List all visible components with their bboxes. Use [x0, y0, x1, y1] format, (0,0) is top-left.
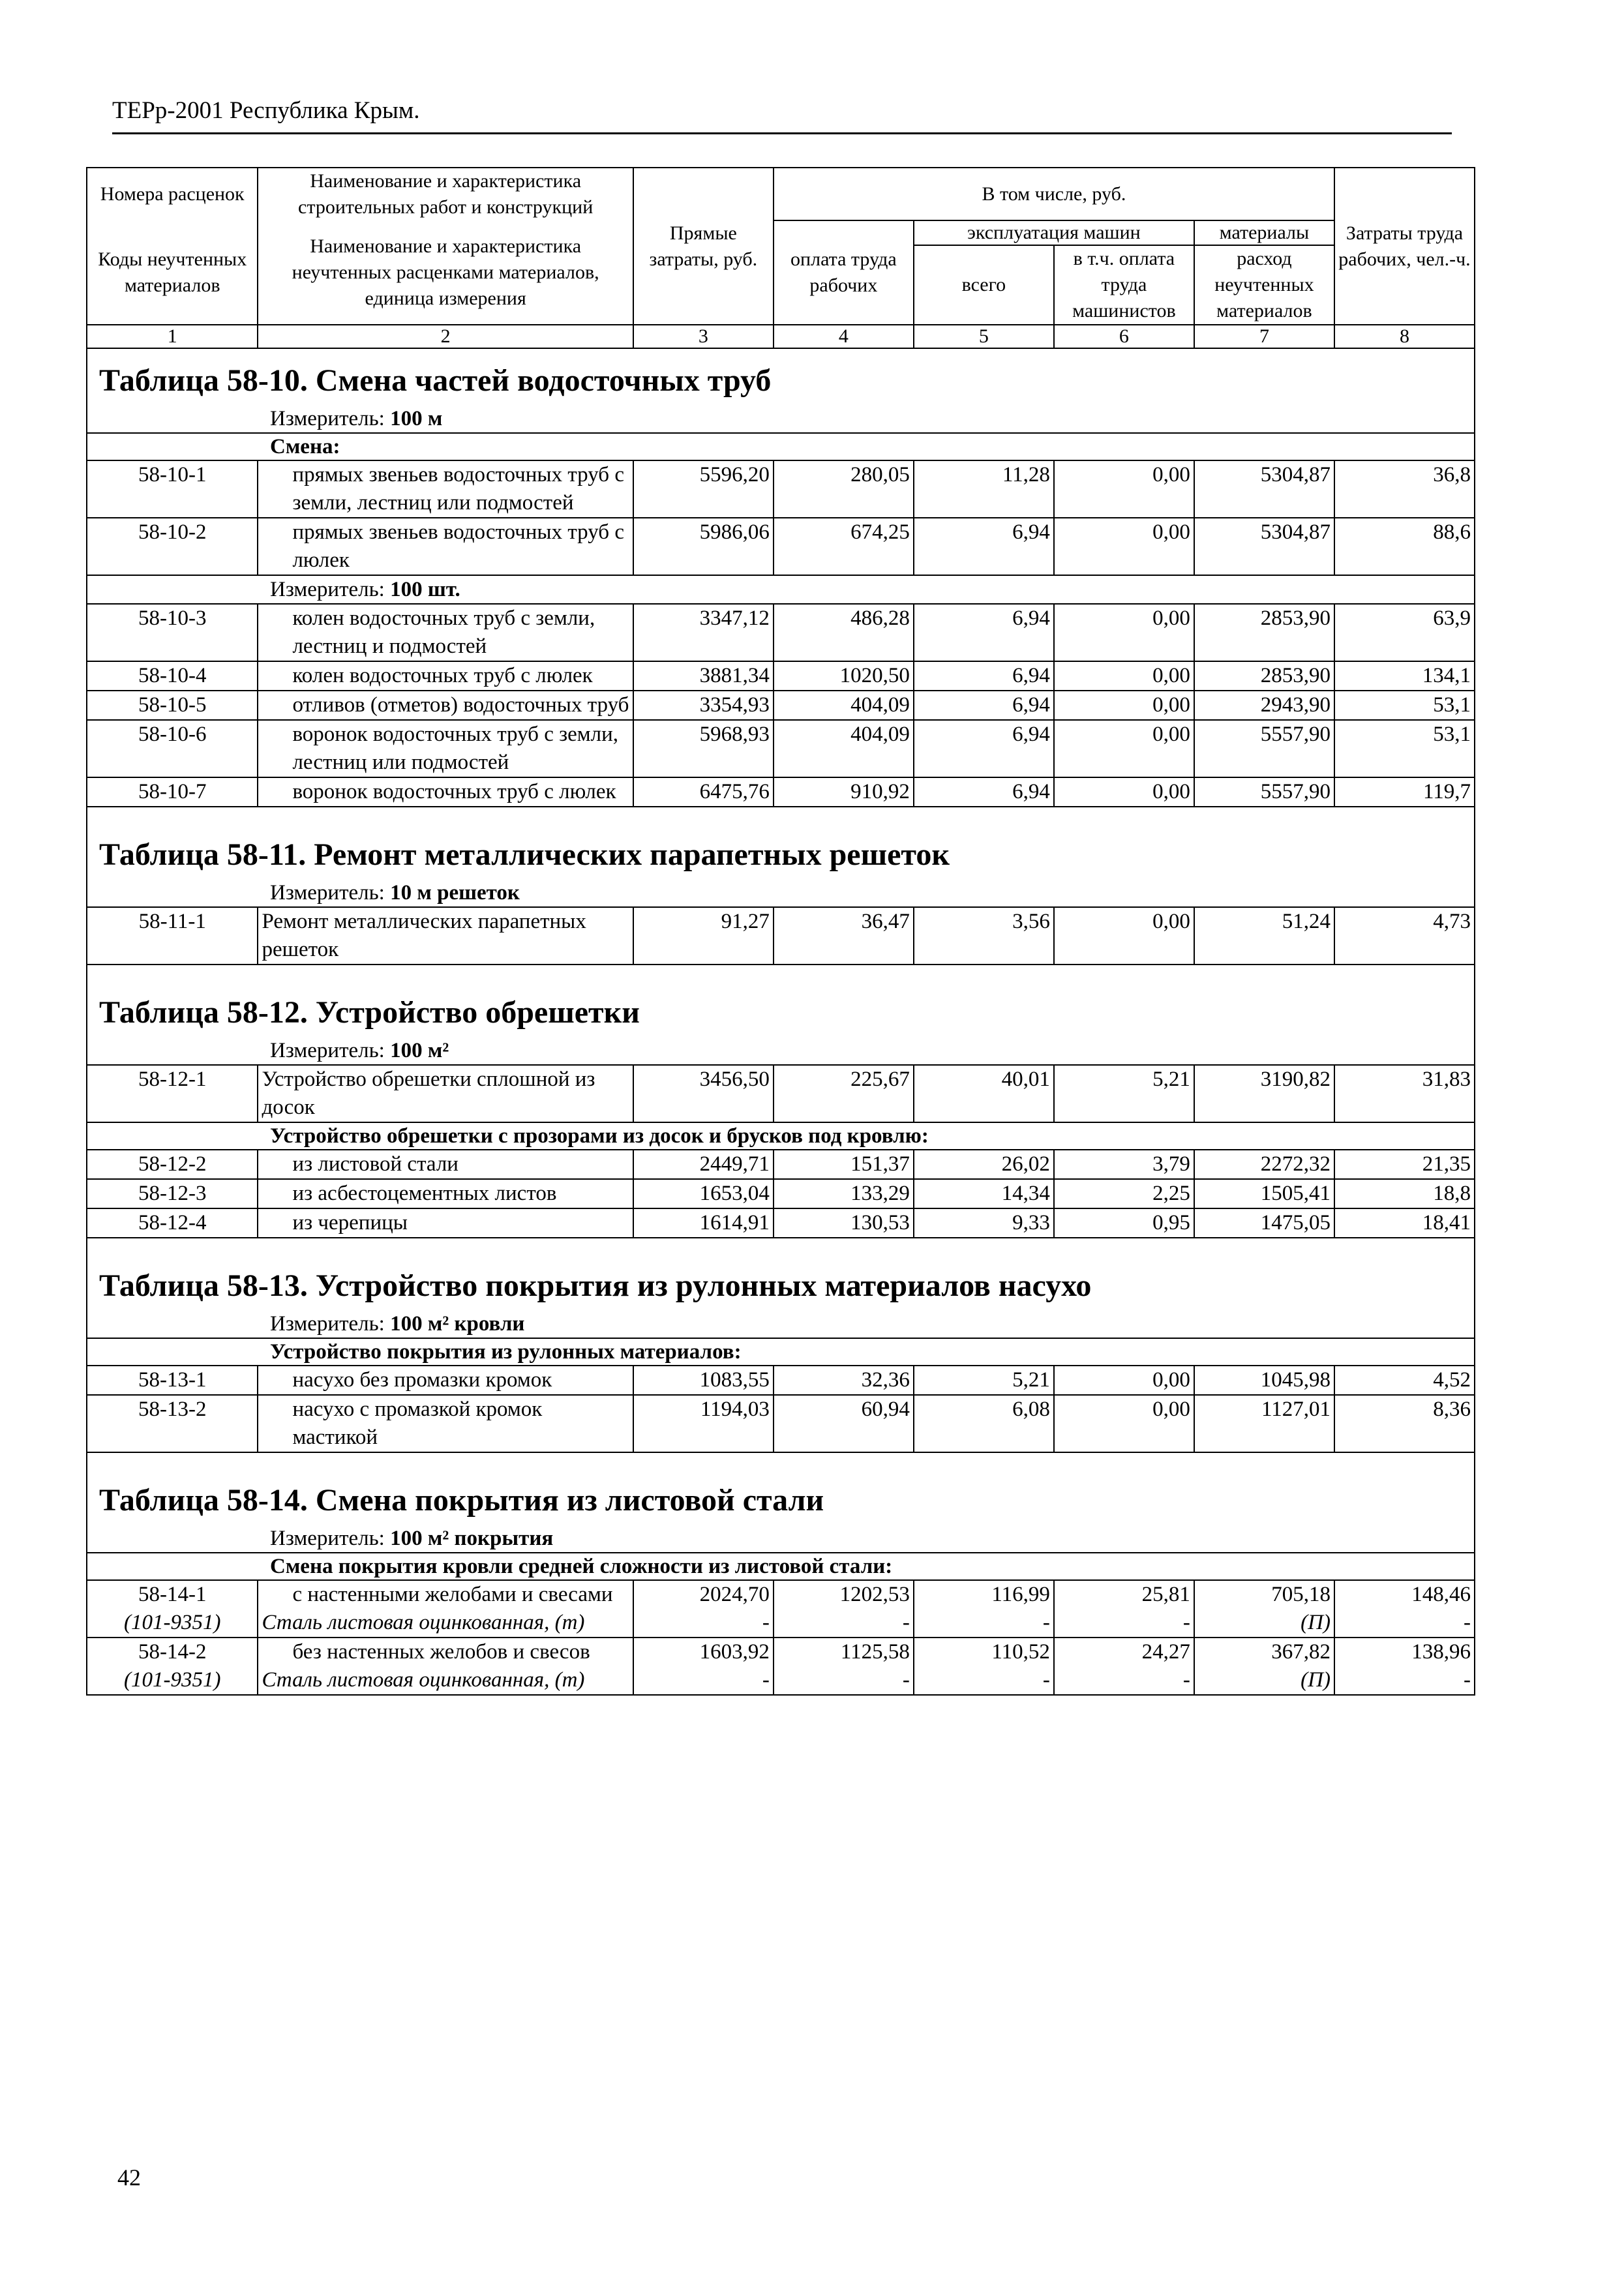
operator-pay-cell: 0,00 [1054, 777, 1194, 807]
worker-pay-cell: 32,36 [774, 1366, 914, 1395]
section-title: Таблица 58-10. Смена частей водосточных труб [99, 363, 772, 398]
measure-cell [87, 1037, 1475, 1065]
rates-table [86, 167, 1475, 1696]
measure-cell [87, 1310, 1475, 1338]
direct-costs-cell: 1653,04 [633, 1179, 774, 1208]
rate-code-cell: 58-10-3 [87, 604, 258, 661]
worker-pay-cell: 225,67 [774, 1065, 914, 1122]
material-dash-cell: - [914, 1609, 1054, 1638]
worker-pay-cell: 151,37 [774, 1150, 914, 1179]
section-title-cell [87, 348, 1475, 405]
operator-pay-cell: 0,00 [1054, 1366, 1194, 1395]
rate-code-cell: 58-10-1 [87, 460, 258, 518]
rate-code-cell: 58-11-1 [87, 907, 258, 965]
table-row [87, 1208, 1475, 1238]
direct-costs-cell: 3456,50 [633, 1065, 774, 1122]
work-name-cell: из листовой стали [258, 1150, 633, 1179]
work-name-cell: насухо с промазкой кромок мастикой [258, 1395, 633, 1452]
machines-total-cell: 6,94 [914, 720, 1054, 777]
table-row [87, 907, 1475, 965]
worker-pay-cell: 1125,58 [774, 1638, 914, 1666]
machines-total-cell: 5,21 [914, 1366, 1054, 1395]
material-code-cell: (101-9351) [87, 1666, 258, 1695]
worker-pay-cell: 36,47 [774, 907, 914, 965]
direct-costs-cell: 5968,93 [633, 720, 774, 777]
worker-pay-cell: 404,09 [774, 720, 914, 777]
labor-hours-cell: 63,9 [1334, 604, 1475, 661]
materials-cost-cell: 705,18 [1194, 1580, 1334, 1609]
section-title: Таблица 58-11. Ремонт металлических парапетных решеток [99, 837, 950, 872]
labor-hours-cell: 119,7 [1334, 777, 1475, 807]
labor-hours-cell: 138,96 [1334, 1638, 1475, 1666]
worker-pay-cell: 60,94 [774, 1395, 914, 1452]
rate-code-cell: 58-14-2 [87, 1638, 258, 1666]
table-row [87, 1580, 1475, 1609]
table-row [87, 518, 1475, 575]
column-number: 5 [914, 325, 1054, 348]
material-dash-cell: - [774, 1666, 914, 1695]
labor-hours-cell: 18,8 [1334, 1179, 1475, 1208]
operator-pay-cell: 0,00 [1054, 460, 1194, 518]
table-row [87, 691, 1475, 720]
labor-hours-cell: 4,73 [1334, 907, 1475, 965]
table-section-header [87, 348, 1475, 405]
material-dash-cell: - [633, 1666, 774, 1695]
group-row [87, 433, 1475, 460]
materials-cost-cell: 1505,41 [1194, 1179, 1334, 1208]
work-name-cell: отливов (отметов) водосточных труб [258, 691, 633, 720]
labor-hours-cell: 134,1 [1334, 661, 1475, 691]
measure-row [87, 1525, 1475, 1553]
material-dash-cell: - [1054, 1609, 1194, 1638]
measure-cell [87, 1525, 1475, 1553]
group-label: Смена: [87, 433, 1475, 460]
column-number: 3 [633, 325, 774, 348]
table-row [87, 1366, 1475, 1395]
rate-code-cell: 58-10-6 [87, 720, 258, 777]
worker-pay-cell: 133,29 [774, 1179, 914, 1208]
column-number: 1 [87, 325, 258, 348]
worker-pay-cell: 674,25 [774, 518, 914, 575]
direct-costs-cell: 5986,06 [633, 518, 774, 575]
table-row [87, 604, 1475, 661]
header-including: В том числе, руб. [774, 168, 1334, 220]
section-title-cell [87, 1238, 1475, 1310]
direct-costs-cell: 1083,55 [633, 1366, 774, 1395]
direct-costs-cell: 3354,93 [633, 691, 774, 720]
group-row [87, 1338, 1475, 1366]
rate-code-cell: 58-10-2 [87, 518, 258, 575]
worker-pay-cell: 1020,50 [774, 661, 914, 691]
materials-cost-cell: 1127,01 [1194, 1395, 1334, 1452]
header-machine-operation: эксплуатация машин [914, 220, 1194, 245]
machines-total-cell: 11,28 [914, 460, 1054, 518]
table-row [87, 460, 1475, 518]
measure-unit: 10 м решеток [390, 881, 520, 905]
rate-code-cell: 58-12-2 [87, 1150, 258, 1179]
rate-code-cell: 58-12-4 [87, 1208, 258, 1238]
measure-label: Измеритель: [270, 1527, 391, 1550]
materials-cost-cell: 3190,82 [1194, 1065, 1334, 1122]
table-section-header [87, 965, 1475, 1037]
measure-label: Измеритель: [270, 407, 391, 430]
machines-total-cell: 3,56 [914, 907, 1054, 965]
measure-row [87, 405, 1475, 433]
section-title-cell [87, 807, 1475, 879]
operator-pay-cell: 5,21 [1054, 1065, 1194, 1122]
header-unaccounted-materials: расход неучтенных материалов [1194, 245, 1334, 325]
work-name-cell: воронок водосточных труб с земли, лестниц или подмостей [258, 720, 633, 777]
machines-total-cell: 116,99 [914, 1580, 1054, 1609]
labor-hours-cell: 36,8 [1334, 460, 1475, 518]
worker-pay-cell: 1202,53 [774, 1580, 914, 1609]
operator-pay-cell: 25,81 [1054, 1580, 1194, 1609]
header-material-codes: Коды неучтенных материалов [87, 220, 258, 325]
operator-pay-cell: 0,00 [1054, 907, 1194, 965]
worker-pay-cell: 404,09 [774, 691, 914, 720]
machines-total-cell: 6,94 [914, 604, 1054, 661]
table-row [87, 661, 1475, 691]
rate-code-cell: 58-10-4 [87, 661, 258, 691]
document-header: ТЕРр-2001 Республика Крым. [112, 97, 420, 124]
measure-row [87, 879, 1475, 907]
rate-code-cell: 58-12-1 [87, 1065, 258, 1122]
column-number: 6 [1054, 325, 1194, 348]
measure-label: Измеритель: [270, 578, 391, 601]
table-row [87, 1638, 1475, 1666]
group-label: Устройство покрытия из рулонных материалов: [87, 1338, 1475, 1366]
header-direct-costs: Прямые затраты, руб. [633, 168, 774, 325]
table-section-header [87, 807, 1475, 879]
material-qty-cell: (П) [1194, 1666, 1334, 1695]
worker-pay-cell: 486,28 [774, 604, 914, 661]
rate-code-cell: 58-13-1 [87, 1366, 258, 1395]
material-dash-cell: - [1334, 1666, 1475, 1695]
work-name-cell: с настенными желобами и свесами [258, 1580, 633, 1609]
measure-label: Измеритель: [270, 1039, 391, 1062]
work-name-cell: колен водосточных труб с земли, лестниц и подмостей [258, 604, 633, 661]
work-name-cell: без настенных желобов и свесов [258, 1638, 633, 1666]
work-name-cell: прямых звеньев водосточных труб с земли, лестниц или подмостей [258, 460, 633, 518]
operator-pay-cell: 0,95 [1054, 1208, 1194, 1238]
measure-label: Измеритель: [270, 881, 391, 905]
work-name-cell: Ремонт металлических парапетных решеток [258, 907, 633, 965]
table-row [87, 1395, 1475, 1452]
group-row [87, 1122, 1475, 1150]
column-number: 2 [258, 325, 633, 348]
direct-costs-cell: 1603,92 [633, 1638, 774, 1666]
measure-unit: 100 м [390, 407, 443, 430]
direct-costs-cell: 1194,03 [633, 1395, 774, 1452]
material-dash-cell: - [633, 1609, 774, 1638]
table-body [87, 348, 1475, 1695]
table-section-header [87, 1238, 1475, 1310]
worker-pay-cell: 910,92 [774, 777, 914, 807]
materials-cost-cell: 2853,90 [1194, 661, 1334, 691]
direct-costs-cell: 91,27 [633, 907, 774, 965]
header-operator-pay: в т.ч. оплата труда машинистов [1054, 245, 1194, 325]
labor-hours-cell: 53,1 [1334, 691, 1475, 720]
measure-cell [87, 405, 1475, 433]
section-title-cell [87, 1452, 1475, 1525]
rate-code-cell: 58-13-2 [87, 1395, 258, 1452]
group-label: Смена покрытия кровли средней сложности из листовой стали: [87, 1553, 1475, 1580]
machines-total-cell: 6,94 [914, 661, 1054, 691]
material-dash-cell: - [774, 1609, 914, 1638]
material-name-cell: Сталь листовая оцинкованная, (т) [258, 1609, 633, 1638]
machines-total-cell: 6,94 [914, 777, 1054, 807]
worker-pay-cell: 130,53 [774, 1208, 914, 1238]
column-number: 4 [774, 325, 914, 348]
measure-row [87, 1310, 1475, 1338]
header-divider [112, 132, 1452, 134]
table-header [87, 168, 1475, 348]
operator-pay-cell: 2,25 [1054, 1179, 1194, 1208]
materials-cost-cell: 51,24 [1194, 907, 1334, 965]
machines-total-cell: 14,34 [914, 1179, 1054, 1208]
labor-hours-cell: 18,41 [1334, 1208, 1475, 1238]
materials-cost-cell: 367,82 [1194, 1638, 1334, 1666]
table-section-header [87, 1452, 1475, 1525]
header-worker-pay: оплата труда рабочих [774, 220, 914, 325]
machines-total-cell: 6,08 [914, 1395, 1054, 1452]
measure-unit: 100 м² кровли [390, 1312, 525, 1336]
labor-hours-cell: 4,52 [1334, 1366, 1475, 1395]
material-row [87, 1666, 1475, 1695]
machines-total-cell: 6,94 [914, 518, 1054, 575]
rate-code-cell: 58-10-5 [87, 691, 258, 720]
header-materials: материалы [1194, 220, 1334, 245]
measure-cell [87, 575, 1475, 604]
section-title: Таблица 58-14. Смена покрытия из листовой стали [99, 1483, 824, 1518]
rate-code-cell: 58-14-1 [87, 1580, 258, 1609]
materials-cost-cell: 1475,05 [1194, 1208, 1334, 1238]
direct-costs-cell: 2449,71 [633, 1150, 774, 1179]
measure-row [87, 1037, 1475, 1065]
rate-code-cell: 58-12-3 [87, 1179, 258, 1208]
machines-total-cell: 110,52 [914, 1638, 1054, 1666]
header-work-name: Наименование и характеристика строительных работ и конструкций [258, 168, 633, 220]
header-machines-total: всего [914, 245, 1054, 325]
direct-costs-cell: 3347,12 [633, 604, 774, 661]
measure-row [87, 575, 1475, 604]
measure-label: Измеритель: [270, 1312, 391, 1336]
section-title-cell [87, 965, 1475, 1037]
machines-total-cell: 40,01 [914, 1065, 1054, 1122]
material-row [87, 1609, 1475, 1638]
page-number: 42 [117, 2164, 141, 2191]
materials-cost-cell: 2943,90 [1194, 691, 1334, 720]
group-label: Устройство обрешетки с прозорами из досок и брусков под кровлю: [87, 1122, 1475, 1150]
work-name-cell: колен водосточных труб с люлек [258, 661, 633, 691]
direct-costs-cell: 1614,91 [633, 1208, 774, 1238]
machines-total-cell: 9,33 [914, 1208, 1054, 1238]
operator-pay-cell: 0,00 [1054, 661, 1194, 691]
machines-total-cell: 6,94 [914, 691, 1054, 720]
labor-hours-cell: 21,35 [1334, 1150, 1475, 1179]
material-dash-cell: - [1334, 1609, 1475, 1638]
direct-costs-cell: 5596,20 [633, 460, 774, 518]
table-row [87, 1065, 1475, 1122]
table-row [87, 777, 1475, 807]
material-qty-cell: (П) [1194, 1609, 1334, 1638]
work-name-cell: Устройство обрешетки сплошной из досок [258, 1065, 633, 1122]
section-title: Таблица 58-13. Устройство покрытия из рулонных материалов насухо [99, 1268, 1092, 1303]
measure-cell [87, 879, 1475, 907]
operator-pay-cell: 0,00 [1054, 604, 1194, 661]
operator-pay-cell: 24,27 [1054, 1638, 1194, 1666]
work-name-cell: воронок водосточных труб с люлек [258, 777, 633, 807]
labor-hours-cell: 53,1 [1334, 720, 1475, 777]
work-name-cell: насухо без промазки кромок [258, 1366, 633, 1395]
direct-costs-cell: 6475,76 [633, 777, 774, 807]
labor-hours-cell: 88,6 [1334, 518, 1475, 575]
column-number: 8 [1334, 325, 1475, 348]
operator-pay-cell: 0,00 [1054, 1395, 1194, 1452]
direct-costs-cell: 3881,34 [633, 661, 774, 691]
material-dash-cell: - [1054, 1666, 1194, 1695]
table-row [87, 720, 1475, 777]
group-row [87, 1553, 1475, 1580]
materials-cost-cell: 2272,32 [1194, 1150, 1334, 1179]
header-rate-numbers: Номера расценок [87, 168, 258, 220]
direct-costs-cell: 2024,70 [633, 1580, 774, 1609]
operator-pay-cell: 3,79 [1054, 1150, 1194, 1179]
measure-unit: 100 шт. [390, 578, 460, 601]
operator-pay-cell: 0,00 [1054, 720, 1194, 777]
labor-hours-cell: 148,46 [1334, 1580, 1475, 1609]
material-code-cell: (101-9351) [87, 1609, 258, 1638]
material-dash-cell: - [914, 1666, 1054, 1695]
worker-pay-cell: 280,05 [774, 460, 914, 518]
rate-code-cell: 58-10-7 [87, 777, 258, 807]
labor-hours-cell: 31,83 [1334, 1065, 1475, 1122]
machines-total-cell: 26,02 [914, 1150, 1054, 1179]
header-material-names: Наименование и характеристика неучтенных расценками материалов, единица измерения [258, 220, 633, 325]
work-name-cell: прямых звеньев водосточных труб с люлек [258, 518, 633, 575]
work-name-cell: из черепицы [258, 1208, 633, 1238]
operator-pay-cell: 0,00 [1054, 691, 1194, 720]
measure-unit: 100 м² покрытия [390, 1527, 554, 1550]
operator-pay-cell: 0,00 [1054, 518, 1194, 575]
column-number: 7 [1194, 325, 1334, 348]
table-row [87, 1150, 1475, 1179]
header-labor-hours: Затраты труда рабочих, чел.-ч. [1334, 168, 1475, 325]
materials-cost-cell: 5557,90 [1194, 777, 1334, 807]
work-name-cell: из асбестоцементных листов [258, 1179, 633, 1208]
materials-cost-cell: 1045,98 [1194, 1366, 1334, 1395]
materials-cost-cell: 5304,87 [1194, 518, 1334, 575]
labor-hours-cell: 8,36 [1334, 1395, 1475, 1452]
materials-cost-cell: 5557,90 [1194, 720, 1334, 777]
materials-cost-cell: 2853,90 [1194, 604, 1334, 661]
section-title: Таблица 58-12. Устройство обрешетки [99, 995, 640, 1030]
measure-unit: 100 м² [390, 1039, 449, 1062]
table-row [87, 1179, 1475, 1208]
material-name-cell: Сталь листовая оцинкованная, (т) [258, 1666, 633, 1695]
materials-cost-cell: 5304,87 [1194, 460, 1334, 518]
